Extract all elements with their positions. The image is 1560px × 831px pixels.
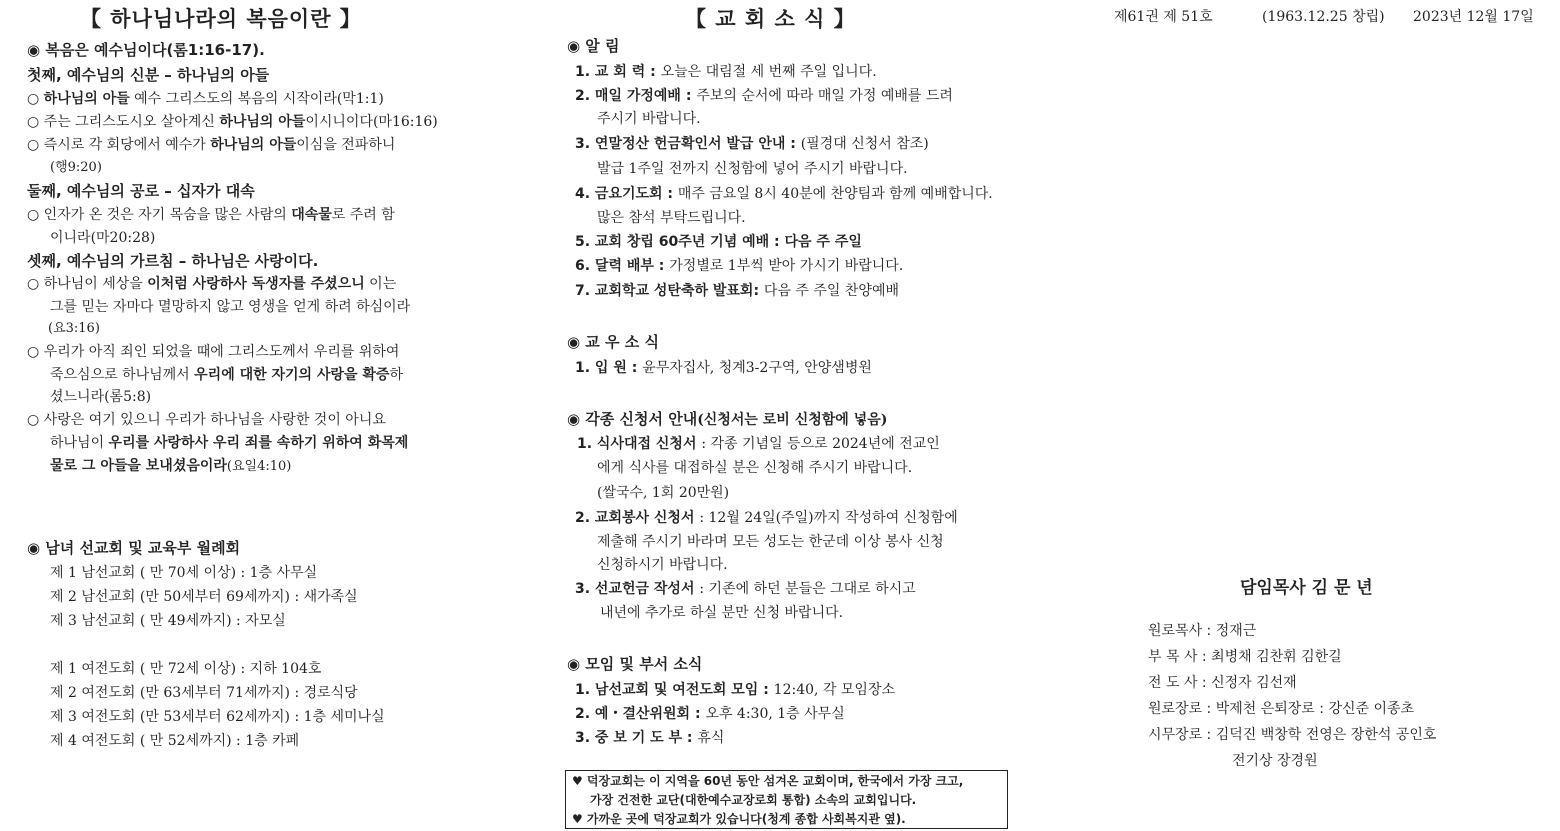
- verse-ref: (요3:16): [48, 321, 100, 336]
- meeting-row: 제 1 여전도회 ( 만 72세 이상) : 지하 104호: [50, 661, 322, 677]
- notice-heading: ◉ 알 림: [567, 37, 620, 55]
- dept-news-heading: ◉ 모임 및 부서 소식: [567, 655, 703, 673]
- verse-line: ○ 인자가 온 것은 자기 목숨을 많은 사람의 대속물로 주려 함: [27, 207, 395, 223]
- application-item: 신청하시기 바랍니다.: [597, 557, 728, 573]
- verse-line: 이니라(마20:28): [50, 230, 156, 246]
- dept-news-item: 2. 예・결산위원회 : 오후 4:30, 1층 사무실: [575, 706, 845, 722]
- verse-ref: (행9:20): [50, 160, 102, 175]
- staff-row: 원로장로 : 박제천 은퇴장로 : 강신준 이종초: [1148, 701, 1415, 717]
- verse-line: ○ 주는 그리스도시오 살아계신 하나님의 아들이시니이다(마16:16): [27, 114, 438, 130]
- meeting-row: 제 1 남선교회 ( 만 70세 이상) : 1층 사무실: [50, 565, 318, 581]
- application-item: 제출해 주시기 바라며 모든 성도는 한군데 이상 봉사 신청: [597, 534, 944, 550]
- verse-line: ○ 우리가 아직 죄인 되었을 때에 그리스도께서 우리를 위하여: [27, 344, 400, 360]
- dept-news-item: 1. 남선교회 및 여전도회 모임 : 12:40, 각 모임장소: [575, 682, 895, 698]
- verse-line: ○ 하나님이 세상을 이처럼 사랑하사 독생자를 주셨으니 이는: [27, 276, 397, 292]
- dept-news-item: 3. 중 보 기 도 부 : 휴식: [575, 730, 725, 746]
- staff-row: 시무장로 : 김덕진 백창학 전영은 장한석 공인호: [1148, 727, 1437, 743]
- verse-line: 물로 그 아들을 보내셨음이라(요일4:10): [50, 458, 292, 474]
- notice-item: 발급 1주일 전까지 신청함에 넣어 주시기 바랍니다.: [597, 161, 908, 177]
- notice-item: 1. 교 회 력 : 오늘은 대림절 세 번째 주일 입니다.: [575, 64, 877, 80]
- verse-line: 셨느니라(롬5:8): [50, 389, 152, 405]
- staff-row: 전기상 장경원: [1232, 753, 1318, 769]
- mid-title: 【 교 회 소 식 】: [685, 7, 856, 31]
- bulletin-date: 2023년 12월 17일: [1413, 9, 1534, 25]
- staff-row: 원로목사 : 정재근: [1148, 623, 1257, 639]
- notice-item: 2. 매일 가정예배 : 주보의 순서에 따라 매일 가정 예배를 드려: [575, 88, 953, 104]
- notice-item: 7. 교회학교 성탄축하 발표회: 다음 주 주일 찬양예배: [575, 283, 899, 299]
- verse-line: 그를 믿는 자마다 멸망하지 않고 영생을 얻게 하려 하심이라: [50, 299, 411, 315]
- left-title: 【 하나님나라의 복음이란 】: [80, 7, 362, 31]
- member-news-item: 1. 입 원 : 윤무자집사, 청계3-2구역, 안양샘병원: [575, 360, 872, 376]
- application-item: 에게 식사를 대접하실 분은 신청해 주시기 바랍니다.: [597, 460, 913, 476]
- church-info-box: [565, 770, 1008, 829]
- meeting-title: ◉ 남녀 선교회 및 교육부 월례회: [27, 539, 241, 557]
- application-item: (쌀국수, 1회 20만원): [597, 485, 730, 501]
- church-info-line: ♥ 가까운 곳에 덕장교회가 있습니다(청계 종합 사회복지관 옆).: [572, 812, 906, 826]
- verse-line: 하나님이 우리를 사랑하사 우리 죄를 속하기 위하여 화목제: [50, 435, 409, 451]
- gospel-heading: ◉ 복음은 예수님이다(롬1:16-17).: [27, 41, 265, 59]
- section-heading-3: 셋째, 예수님의 가르침 – 하나님은 사랑이다.: [27, 252, 319, 270]
- meeting-row: 제 2 남선교회 (만 50세부터 69세까지) : 새가족실: [50, 589, 358, 605]
- section-heading-2: 둘째, 예수님의 공로 – 십자가 대속: [27, 182, 255, 200]
- notice-item: 5. 교회 창립 60주년 기념 예배 : 다음 주 주일: [575, 234, 862, 250]
- member-news-heading: ◉ 교 우 소 식: [567, 333, 659, 351]
- staff-row: 전 도 사 : 신정자 김선재: [1148, 675, 1297, 691]
- application-item: 3. 선교헌금 작성서 : 기존에 하던 분들은 그대로 하시고: [575, 581, 916, 597]
- section-heading-1: 첫째, 예수님의 신분 – 하나님의 아들: [27, 66, 270, 84]
- verse-line: ○ 사랑은 여기 있으니 우리가 하나님을 사랑한 것이 아니요: [27, 412, 386, 428]
- founded-date: (1963.12.25 창립): [1262, 9, 1385, 25]
- senior-pastor: 담임목사 김 문 년: [1240, 578, 1373, 598]
- application-heading: ◉ 각종 신청서 안내(신청서는 로비 신청함에 넣음): [567, 410, 888, 428]
- notice-item: 4. 금요기도회 : 매주 금요일 8시 40분에 찬양팀과 함께 예배합니다.: [575, 186, 993, 202]
- staff-row: 부 목 사 : 최병채 김찬휘 김한길: [1148, 649, 1342, 665]
- application-item: 1. 식사대접 신청서 : 각종 기념일 등으로 2024년에 전교인: [577, 436, 940, 452]
- notice-item: 주시기 바랍니다.: [597, 111, 701, 127]
- meeting-row: 제 3 여전도회 (만 53세부터 62세까지) : 1층 세미나실: [50, 709, 385, 725]
- notice-item: 많은 참석 부탁드립니다.: [597, 210, 746, 226]
- meeting-row: 제 4 여전도회 ( 만 52세까지) : 1층 카페: [50, 733, 300, 749]
- verse-line: ○ 즉시로 각 회당에서 예수가 하나님의 아들이심을 전파하니: [27, 137, 396, 153]
- meeting-row: 제 3 남선교회 ( 만 49세까지) : 자모실: [50, 613, 286, 629]
- church-info-line: ♥ 덕장교회는 이 지역을 60년 동안 섬겨온 교회이며, 한국에서 가장 크고,: [572, 774, 964, 788]
- volume-number: 제61권 제 51호: [1114, 9, 1213, 25]
- application-item: 내년에 추가로 하실 분만 신청 바랍니다.: [600, 605, 844, 621]
- verse-line: ○ 하나님의 아들 예수 그리스도의 복음의 시작이라(막1:1): [27, 91, 384, 107]
- church-info-line: 가장 건전한 교단(대한예수교장로회 통합) 소속의 교회입니다.: [590, 793, 917, 807]
- meeting-row: 제 2 여전도회 (만 63세부터 71세까지) : 경로식당: [50, 685, 358, 701]
- application-item: 2. 교회봉사 신청서 : 12월 24일(주일)까지 작성하여 신청함에: [575, 510, 958, 526]
- verse-line: 죽으심으로 하나님께서 우리에 대한 자기의 사랑을 확증하: [50, 367, 403, 383]
- notice-item: 3. 연말정산 헌금확인서 발급 안내 : (필경대 신청서 참조): [575, 136, 929, 152]
- notice-item: 6. 달력 배부 : 가정별로 1부씩 받아 가시기 바랍니다.: [575, 258, 904, 274]
